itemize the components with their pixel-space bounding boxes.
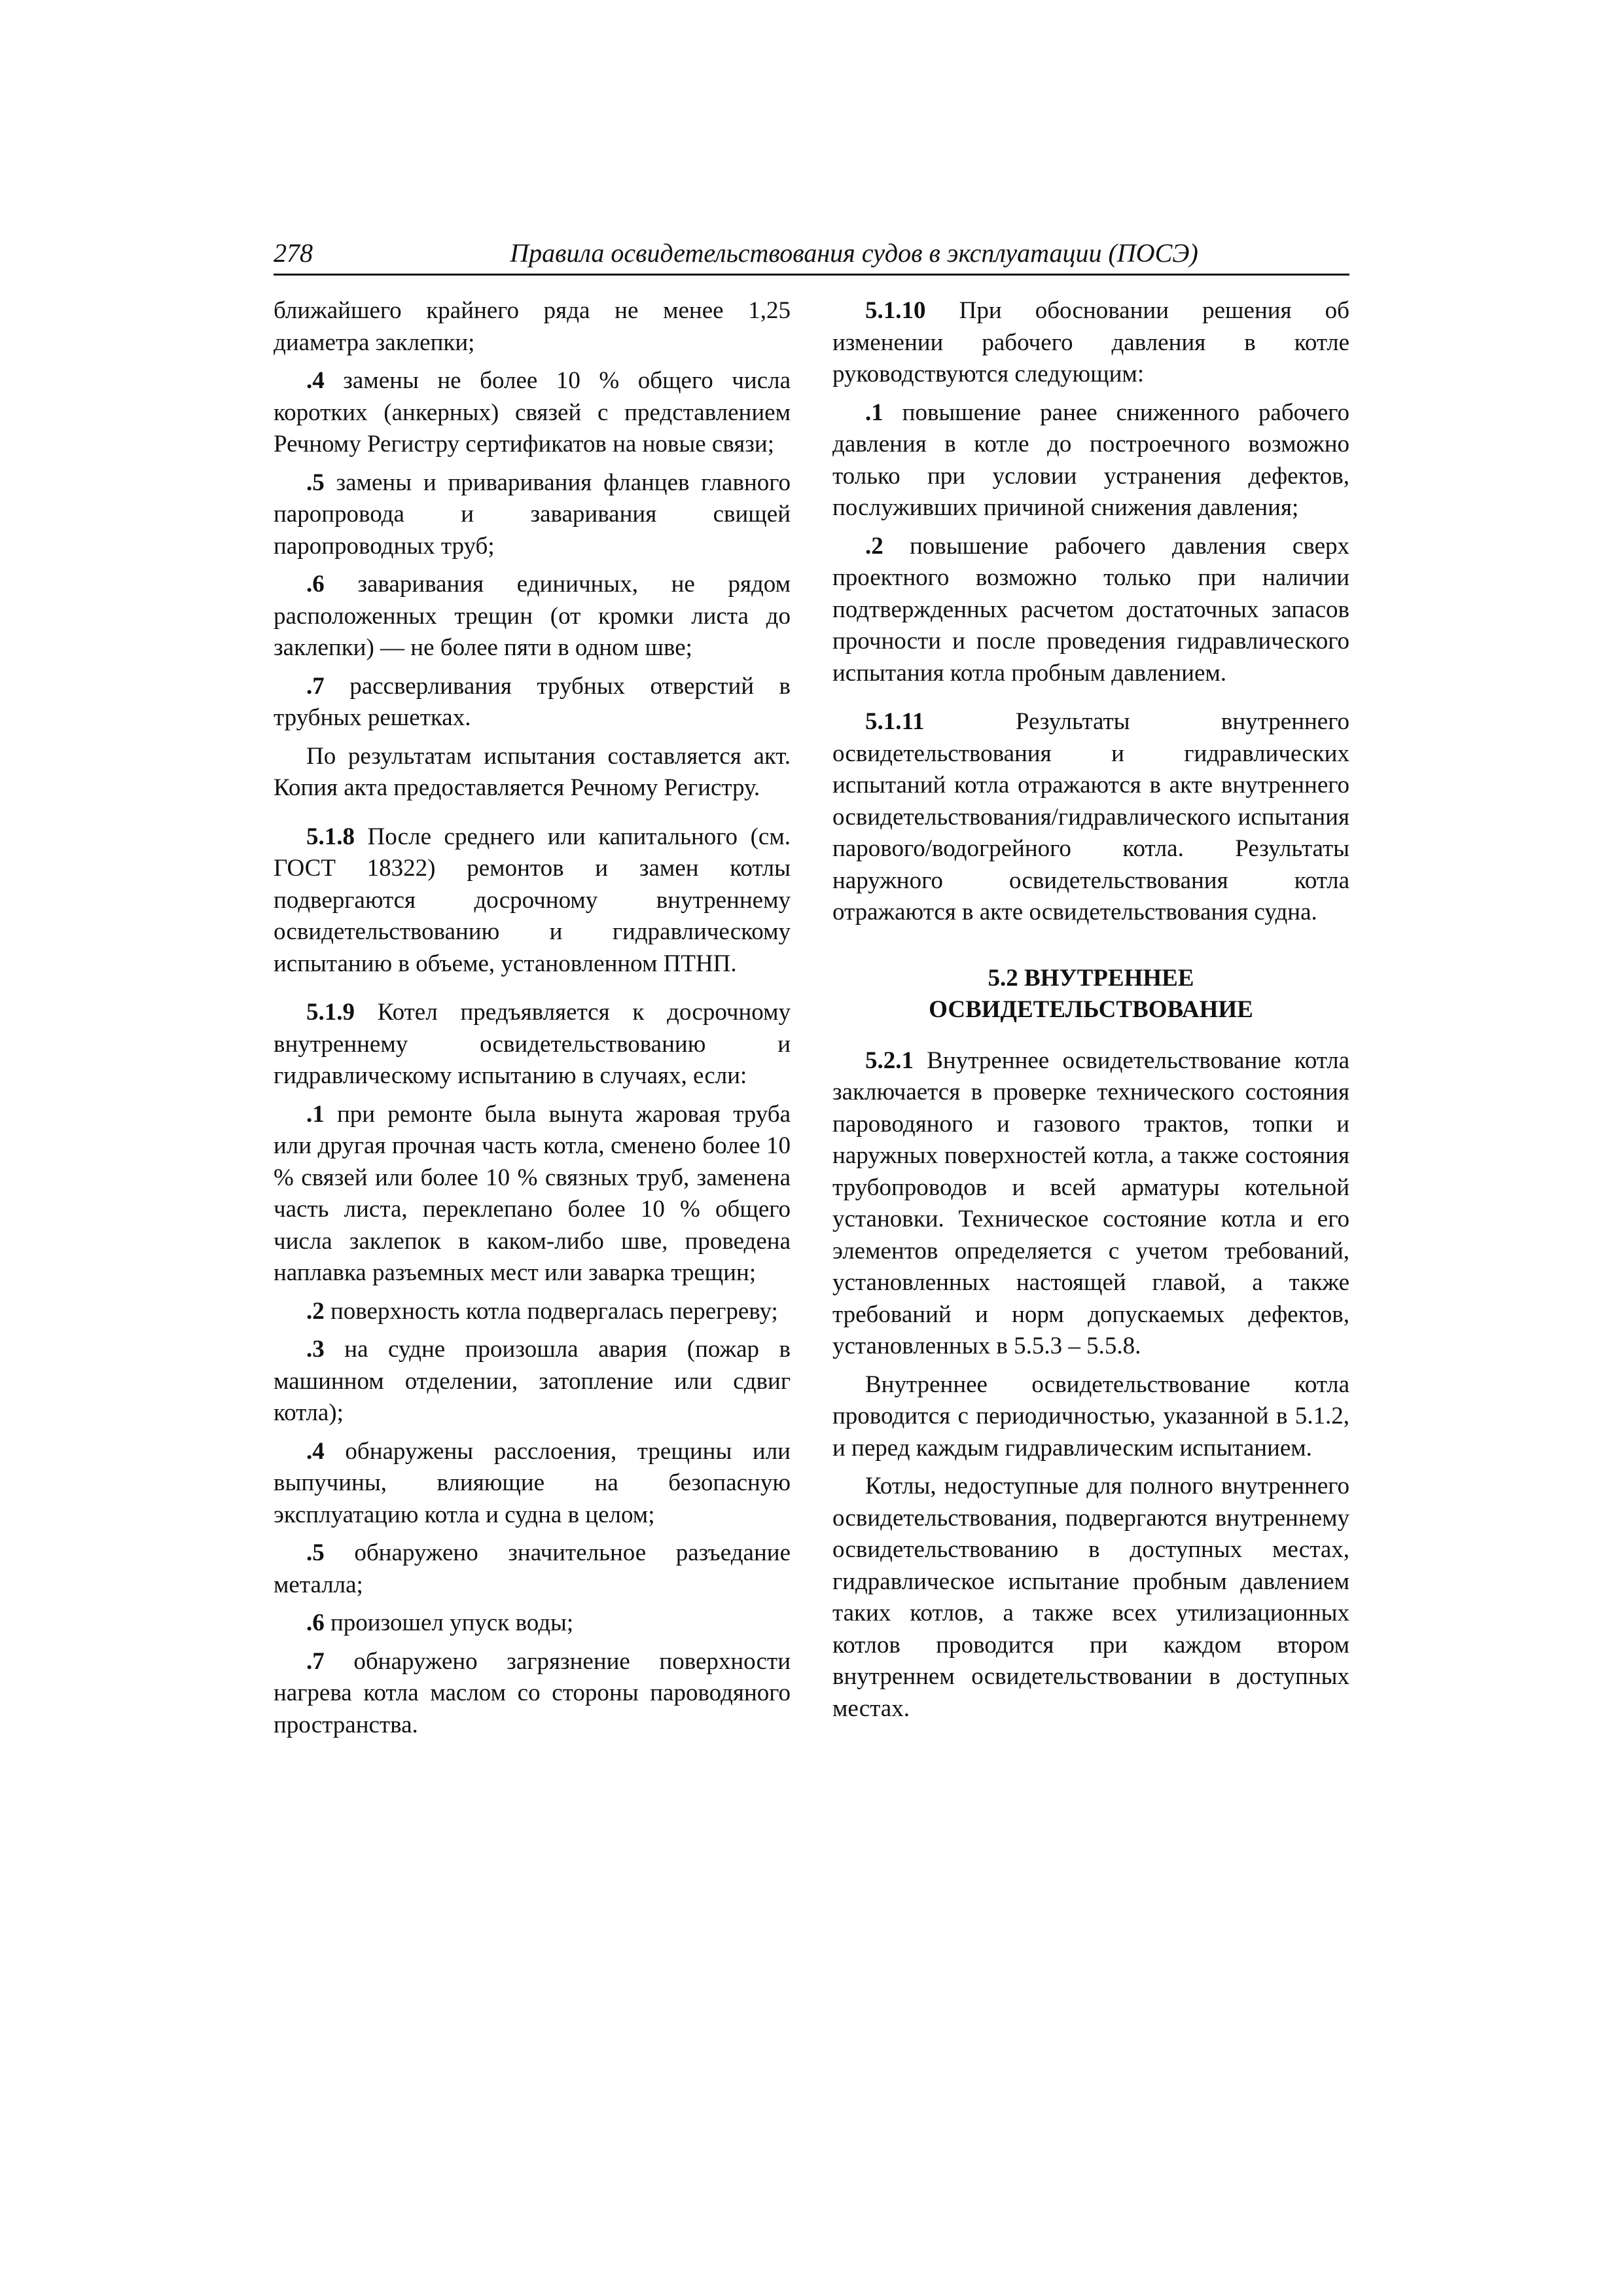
item-number: .2 [865, 532, 883, 560]
running-header [274, 237, 1349, 276]
list-item-4: .4 замены не более 10 % общего числа коротких (анкерных) связей с представлением Речному Регистру сертификатов на новые связи; [274, 367, 791, 457]
paragraph-periodicity: Внутреннее освидетельствование котла проводится с периодичностью, указанной в 5.1.2, и перед каждым гидравлическим испытанием. [832, 1371, 1349, 1462]
item-number: .7 [306, 1647, 325, 1675]
item-number: .6 [306, 1609, 325, 1636]
pressure-item-2: .2 повышение рабочего давления сверх проектного возможно только при наличии подтвержденных расчетом достаточных запасов прочности и после проведения гидравлического испытания котла пробным давлением. [832, 532, 1349, 687]
item-number: .1 [306, 1100, 325, 1128]
item-number: .4 [306, 367, 325, 394]
item-number: .4 [306, 1437, 325, 1465]
paragraph-act: По результатам испытания составляется акт. Копия акта предоставляется Речному Регистру. [274, 742, 791, 801]
section-heading-5-2 [832, 963, 1349, 1026]
item-number: .7 [306, 672, 325, 700]
item-number: .6 [306, 571, 325, 598]
paragraph-continuation: ближайшего крайнего ряда не менее 1,25 диаметра заклепки; [274, 297, 791, 356]
list-item-6: .6 заваривания единичных, не рядом расположенных трещин (от кромки листа до заклепки) — не более пяти в одном шве; [274, 571, 791, 661]
condition-item-1: .1 при ремонте была вынута жаровая труба или другая прочная часть котла, сменено более 10 % связей или более 10 % связных труб, заменена часть листа, переклепано более 10 % общего числа заклепок в каком-либо шве, проведена наплавка разъемных мест или заварка трещин; [274, 1100, 791, 1286]
clause-5-2-1: 5.2.1 Внутреннее освидетельствование котла заключается в проверке технического состояния пароводяного и газового трактов, топки и наружных поверхностей котла, а также состояния трубопроводов и всей арматуры котельной установки. Техническое состояние котла и его элементов определяется с учетом требований, установленных настоящей главой, а также требований и норм допускаемых дефектов, установленных в 5.5.3 – 5.5.8. [832, 1047, 1349, 1359]
section-heading-line-1: 5.2 ВНУТРЕННЕЕ [988, 964, 1194, 992]
list-item-5: .5 замены и приваривания фланцев главного паропровода и заваривания свищей паропроводных труб; [274, 469, 791, 560]
item-number: .5 [306, 469, 325, 496]
pressure-item-1: .1 повышение ранее сниженного рабочего давления в котле до построечного возможно только при условии устранения дефектов, послуживших причиной снижения давления; [832, 399, 1349, 521]
left-column [274, 295, 791, 1748]
condition-item-6: .6 произошел упуск воды; [306, 1609, 574, 1636]
clause-5-1-9: 5.1.9 Котел предъявляется к досрочному внутреннему освидетельствованию и гидравлическому испытанию в случаях, если: [274, 999, 791, 1089]
clause-5-1-8: 5.1.8 После среднего или капитального (см. ГОСТ 18322) ремонтов и замен котлы подвергаются досрочному внутреннему освидетельствованию и гидравлическому испытанию в объеме, установленном ПТНП. [274, 823, 791, 977]
item-number: .1 [865, 399, 883, 426]
condition-item-5: .5 обнаружено значительное разъедание металла; [274, 1539, 791, 1598]
condition-item-4: .4 обнаружены расслоения, трещины или выпучины, влияющие на безопасную эксплуатацию котла и судна в целом; [274, 1437, 791, 1528]
item-number: .5 [306, 1539, 325, 1566]
condition-item-7: .7 обнаружено загрязнение поверхности нагрева котла маслом со стороны пароводяного пространства. [274, 1647, 791, 1738]
clause-number: 5.1.9 [306, 999, 355, 1026]
clause-5-1-10: 5.1.10 При обосновании решения об изменении рабочего давления в котле руководствуются следующим: [832, 297, 1349, 387]
clause-number: 5.1.11 [865, 708, 925, 735]
section-heading-line-2: ОСВИДЕТЕЛЬСТВОВАНИЕ [929, 996, 1253, 1023]
item-number: .2 [306, 1297, 325, 1325]
clause-number: 5.1.8 [306, 823, 355, 850]
right-column [832, 295, 1349, 1731]
condition-item-2: .2 поверхность котла подвергалась перегреву; [306, 1297, 778, 1325]
clause-5-1-11: 5.1.11 Результаты внутреннего освидетельствования и гидравлических испытаний котла отражаются в акте внутреннего освидетельствования/гидравлического испытания парового/водогрейного котла. Результаты наружного освидетельствования котла отражаются в акте освидетельствования судна. [832, 708, 1349, 925]
clause-number: 5.1.10 [865, 297, 926, 324]
paragraph-inaccessible-boilers: Котлы, недоступные для полного внутреннего освидетельствования, подвергаются внутреннему освидетельствованию в доступных местах, гидравлическое испытание пробным давлением таких котлов, а также всех утилизационных котлов проводится при каждом втором внутреннем освидетельствовании в доступных местах. [832, 1473, 1349, 1722]
condition-item-3: .3 на судне произошла авария (пожар в машинном отделении, затопление или сдвиг котла); [274, 1336, 791, 1426]
page-number: 278 [274, 238, 313, 268]
running-title: Правила освидетельствования судов в эксплуатации (ПОСЭ) [510, 238, 1198, 268]
item-number: .3 [306, 1336, 325, 1363]
list-item-7: .7 рассверливания трубных отверстий в трубных решетках. [274, 672, 791, 731]
clause-number: 5.2.1 [865, 1047, 914, 1074]
